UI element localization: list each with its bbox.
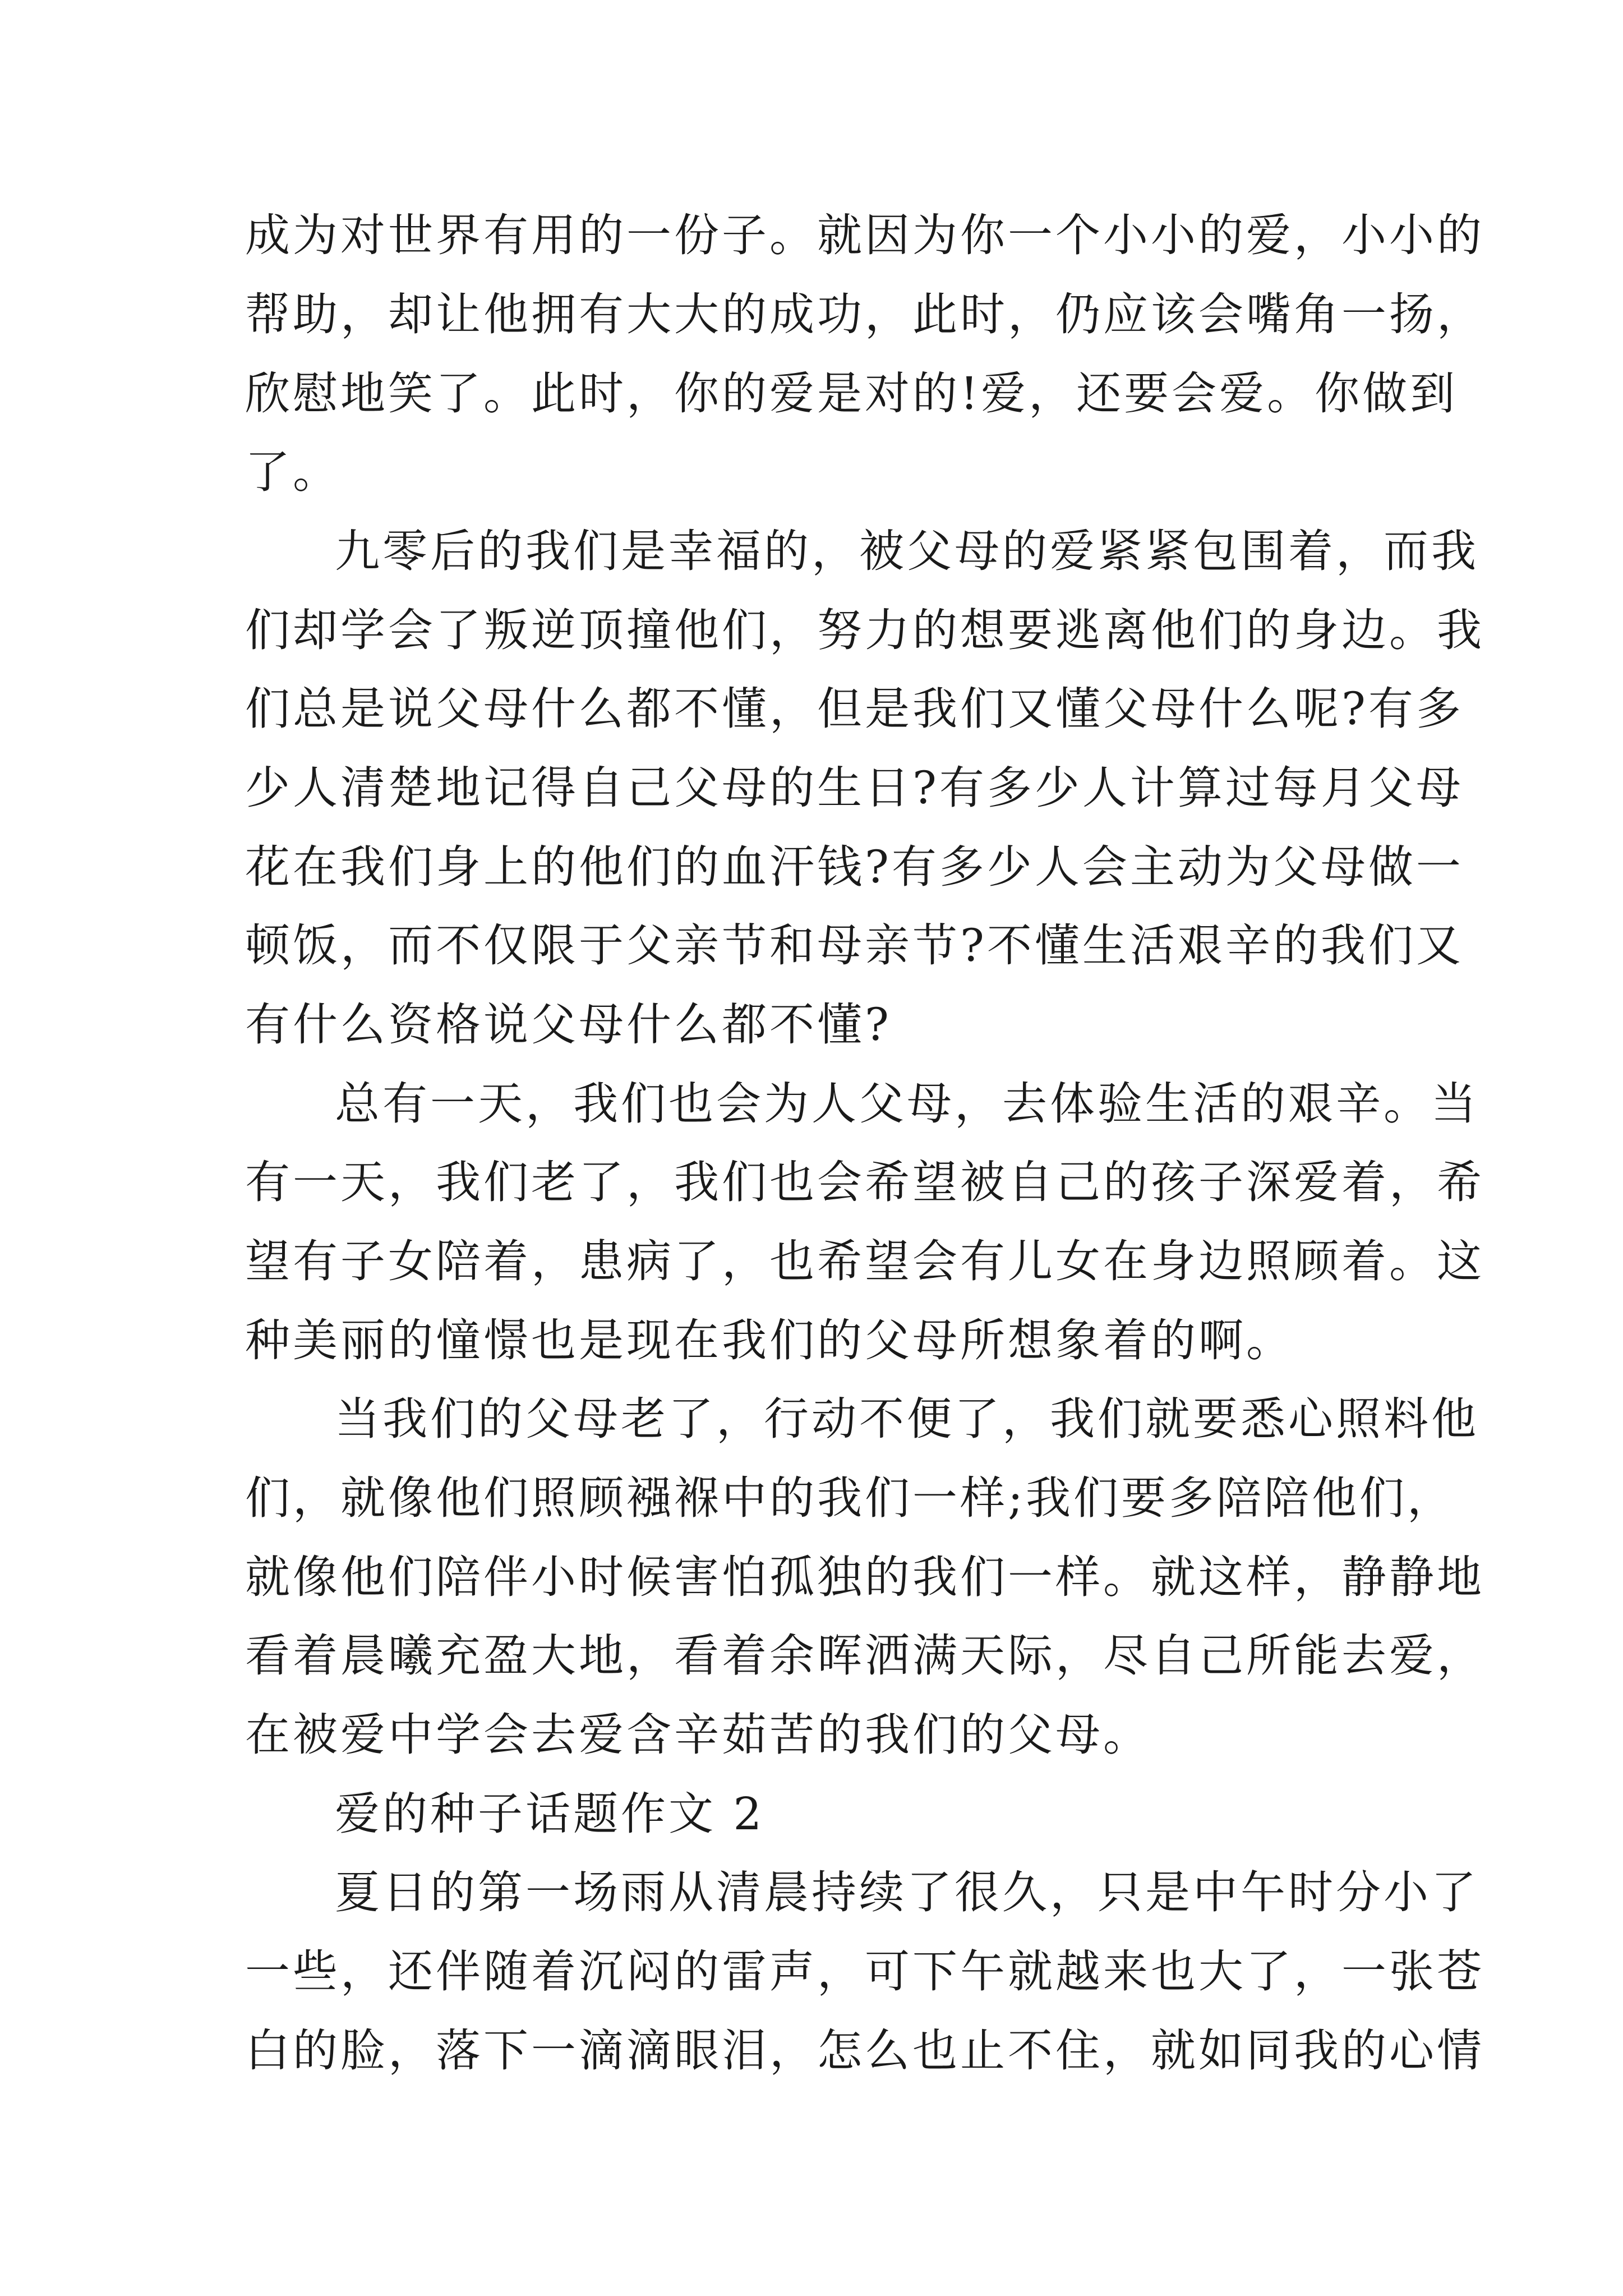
- text-line: 一些，还伴随着沉闷的雷声，可下午就越来也大了，一张苍: [245, 1945, 1484, 1998]
- text-line: 们，就像他们照顾襁褓中的我们一样;我们要多陪陪他们，: [245, 1472, 1455, 1524]
- text-line: 种美丽的憧憬也是现在我们的父母所想象着的啊。: [245, 1314, 1294, 1366]
- paragraph-first-line: 当我们的父母老了，行动不便了，我们就要悉心照料他: [335, 1393, 1479, 1445]
- text-line: 少人清楚地记得自己父母的生日?有多少人计算过每月父母: [245, 762, 1464, 814]
- text-line: 望有子女陪着，患病了，也希望会有儿女在身边照顾着。这: [245, 1235, 1484, 1287]
- text-line: 顿饭，而不仅限于父亲节和母亲节?不懂生活艰辛的我们又: [245, 919, 1464, 972]
- text-line: 在被爱中学会去爱含辛茹苦的我们的父母。: [245, 1709, 1151, 1761]
- text-line: 了。: [245, 446, 340, 498]
- text-line: 白的脸，落下一滴滴眼泪，怎么也止不住，就如同我的心情: [245, 2024, 1484, 2077]
- section-heading: 爱的种子话题作文 2: [335, 1788, 765, 1840]
- text-line: 看着晨曦充盈大地，看着余晖洒满天际，尽自己所能去爱，: [245, 1630, 1484, 1682]
- paragraph-first-line: 夏日的第一场雨从清晨持续了很久，只是中午时分小了: [335, 1866, 1479, 1918]
- text-line: 欣慰地笑了。此时，你的爱是对的!爱，还要会爱。你做到: [245, 367, 1458, 420]
- text-line: 有什么资格说父母什么都不懂?: [245, 999, 892, 1051]
- text-line: 成为对世界有用的一份子。就因为你一个小小的爱，小小的: [245, 209, 1484, 261]
- text-line: 们却学会了叛逆顶撞他们，努力的想要逃离他们的身边。我: [245, 604, 1484, 656]
- text-line: 就像他们陪伴小时候害怕孤独的我们一样。就这样，静静地: [245, 1551, 1484, 1603]
- paragraph-first-line: 九零后的我们是幸福的，被父母的爱紧紧包围着，而我: [335, 525, 1479, 577]
- text-line: 帮助，却让他拥有大大的成功，此时，仍应该会嘴角一扬，: [245, 288, 1484, 341]
- text-line: 们总是说父母什么都不懂，但是我们又懂父母什么呢?有多: [245, 683, 1464, 735]
- paragraph-first-line: 总有一天，我们也会为人父母，去体验生活的艰辛。当: [335, 1078, 1479, 1130]
- text-line: 花在我们身上的他们的血汗钱?有多少人会主动为父母做一: [245, 841, 1464, 893]
- text-line: 有一天，我们老了，我们也会希望被自己的孩子深爱着，希: [245, 1156, 1484, 1208]
